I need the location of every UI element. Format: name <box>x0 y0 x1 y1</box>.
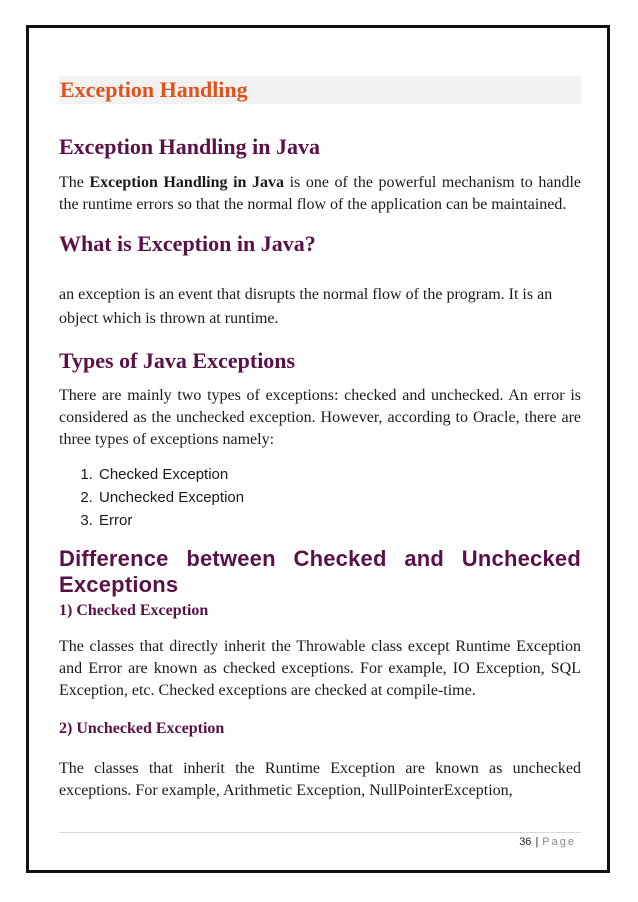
what-is-paragraph: an exception is an event that disrupts the normal flow of the program. It is an object which is thrown at runtime. <box>59 286 553 327</box>
heading-difference-line1: Difference between Checked and Unchecked <box>59 546 581 571</box>
unchecked-paragraph: The classes that inherit the Runtime Exception are known as unchecked exceptions. For example, Arithmetic Exception, NullPointerException, <box>59 760 581 799</box>
section-banner-title: Exception Handling <box>60 77 248 102</box>
section-banner <box>59 76 581 104</box>
heading-difference-line2: Exceptions <box>59 572 179 597</box>
heading-checked-exception: 1) Checked Exception <box>59 602 209 619</box>
heading-what-is-exception: What is Exception in Java? <box>59 231 316 256</box>
list-item: 1. Checked Exception <box>97 463 581 486</box>
intro-paragraph: The Exception Handling in Java is one of the powerful mechanism to handle the runtime errors so that the normal flow of the application can be maintained. <box>59 174 581 213</box>
checked-paragraph: The classes that directly inherit the Throwable class except Runtime Exception and Error are known as checked exceptions. For example, IO Exception, SQL Exception, etc. Checked exceptions are checked at compile-time. <box>59 638 581 699</box>
types-list <box>59 463 581 532</box>
intro-bold-term: Exception Handling in Java <box>89 174 285 191</box>
heading-difference <box>59 546 581 598</box>
footer-separator: | <box>535 836 539 848</box>
page-content <box>59 76 581 802</box>
heading-types-of-exceptions: Types of Java Exceptions <box>59 348 296 373</box>
types-paragraph: There are mainly two types of exceptions: checked and unchecked. An error is considered as the unchecked exception. However, according to Oracle, there are three types of exceptions namely: <box>59 387 581 448</box>
list-item: 3. Error <box>97 509 581 532</box>
list-item: 2. Unchecked Exception <box>97 486 581 509</box>
page-footer <box>0 836 576 848</box>
page-number: 36 <box>519 836 532 848</box>
heading-unchecked-exception: 2) Unchecked Exception <box>59 720 225 737</box>
page-label: Page <box>542 836 576 848</box>
heading-exception-handling-java: Exception Handling in Java <box>59 134 321 159</box>
footer-divider <box>59 832 581 833</box>
